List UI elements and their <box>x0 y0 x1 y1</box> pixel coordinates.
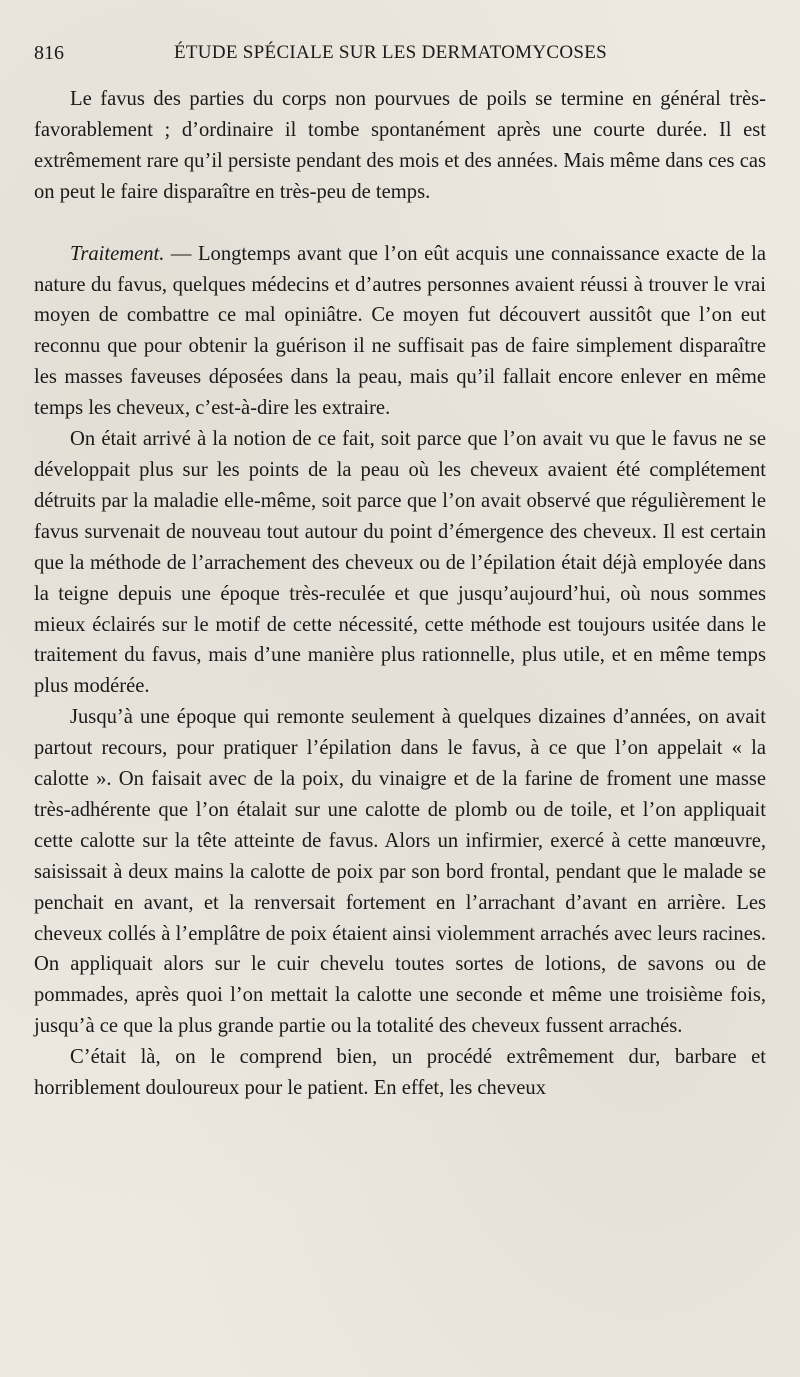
paragraph-treatment <box>34 239 766 424</box>
section-lead: Traitement. <box>70 242 165 265</box>
paragraph <box>34 84 766 208</box>
page-number: 816 <box>34 42 64 64</box>
paragraph <box>34 1042 766 1104</box>
body-text <box>34 84 766 1104</box>
paragraph-text: — Longtemps avant que l’on eût acquis une connaissance exacte de la nature du favus, quelques médecins et d’autres personnes avaient réussi à trouver le vrai moyen de combattre ce mal opiniâtre. Ce moyen fut découvert aussitôt que l’on eut reconnu que pour obtenir la guérison il ne suffisait pas de faire simplement disparaître les masses faveuses déposées dans la peau, mais qu’il fallait encore enlever en même temps les cheveux, c’est-à-dire les extraire. <box>34 242 766 420</box>
paragraph-text: Le favus des parties du corps non pourvues de poils se termine en général très-favorablement ; d’ordinaire il tombe spontanément après une courte durée. Il est extrêmement rare qu’il persiste pendant des mois et des années. Mais même dans ces cas on peut le faire disparaître en très-peu de temps. <box>34 88 766 203</box>
page-header <box>34 40 770 66</box>
paragraph-text: On était arrivé à la notion de ce fait, soit parce que l’on avait vu que le favus ne se développait plus sur les points de la peau où les cheveux avaient été complétement détruits par la maladie elle-même, soit parce que l’on avait observé que régulièrement le favus survenait de nouveau tout autour du point d’émergence des cheveux. Il est certain que la méthode de l’arrachement des cheveux ou de l’épilation était déjà employée dans la teigne depuis une époque très-reculée et que jusqu’aujourd’hui, où nous sommes mieux éclairés sur le motif de cette nécessité, cette méthode est toujours usitée dans le traitement du favus, mais d’une manière plus rationnelle, plus utile, et en même temps plus modérée. <box>34 428 766 698</box>
paragraph <box>34 424 766 702</box>
paragraph-text: C’était là, on le comprend bien, un procédé extrêmement dur, barbare et horriblement douloureux pour le patient. En effet, les cheveux <box>34 1046 766 1100</box>
paragraph <box>34 702 766 1042</box>
running-head: ÉTUDE SPÉCIALE SUR LES DERMATOMYCOSES <box>174 42 608 63</box>
paragraph-text: Jusqu’à une époque qui remonte seulement à quelques dizaines d’années, on avait partout recours, pour pratiquer l’épilation dans le favus, à ce que l’on appelait « la calotte ». On faisait avec de la poix, du vinaigre et de la farine de froment une masse très-adhérente que l’on étalait sur une calotte de plomb ou de toile, et l’on appliquait cette calotte sur la tête atteinte de favus. Alors un infirmier, exercé à cette manœuvre, saisissait à deux mains la calotte de poix par son bord frontal, pendant que le malade se penchait en avant, et la renversait fortement en l’arrachant d’avant en arrière. Les cheveux collés à l’emplâtre de poix étaient ainsi violemment arrachés avec leurs racines. On appliquait alors sur le cuir chevelu toutes sortes de lotions, de savons ou de pommades, après quoi l’on mettait la calotte une seconde et même une troisième fois, jusqu’à ce que la plus grande partie ou la totalité des cheveux fussent arrachés. <box>34 706 766 1038</box>
